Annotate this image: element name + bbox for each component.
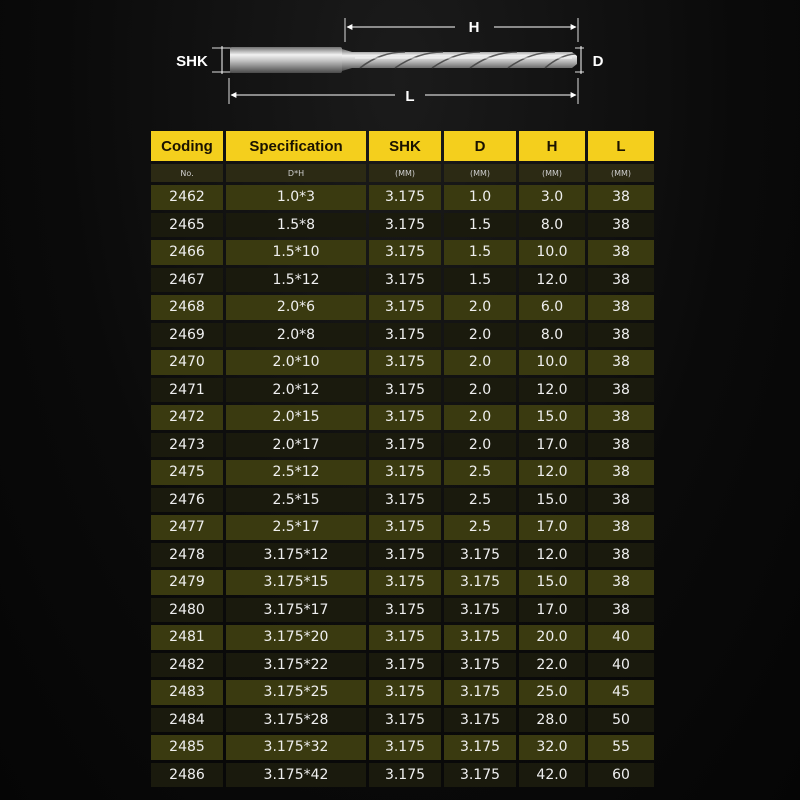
cell-d: 3.175 [444,680,516,705]
table-row [151,488,654,513]
cell-specification: 1.5*10 [226,240,366,265]
cell-h: 12.0 [519,543,585,568]
cell-h: 15.0 [519,488,585,513]
cell-l: 38 [588,405,654,430]
cell-coding: 2483 [151,680,223,705]
cell-shk: 3.175 [369,295,441,320]
cell-specification: 2.5*12 [226,460,366,485]
cell-specification: 3.175*22 [226,653,366,678]
table-row [151,460,654,485]
cell-shk: 3.175 [369,763,441,788]
cell-d: 3.175 [444,598,516,623]
cell-shk: 3.175 [369,625,441,650]
header-specification: Specification [226,131,366,161]
header-h: H [519,131,585,161]
cell-shk: 3.175 [369,543,441,568]
d-dimension [575,46,604,74]
unit-h: (MM) [519,164,585,182]
cell-coding: 2482 [151,653,223,678]
cell-coding: 2486 [151,763,223,788]
cell-h: 8.0 [519,213,585,238]
cell-l: 38 [588,515,654,540]
cell-coding: 2478 [151,543,223,568]
cell-coding: 2472 [151,405,223,430]
cell-d: 2.5 [444,488,516,513]
cell-d: 2.0 [444,295,516,320]
header-l: L [588,131,654,161]
cell-shk: 3.175 [369,460,441,485]
cell-l: 50 [588,708,654,733]
table-row [151,708,654,733]
cell-shk: 3.175 [369,185,441,210]
cell-l: 38 [588,543,654,568]
cell-specification: 2.5*17 [226,515,366,540]
cell-l: 38 [588,295,654,320]
cell-coding: 2468 [151,295,223,320]
specification-table [148,128,657,790]
cell-coding: 2471 [151,378,223,403]
cell-h: 12.0 [519,378,585,403]
cell-h: 12.0 [519,268,585,293]
cell-coding: 2469 [151,323,223,348]
cell-specification: 1.5*8 [226,213,366,238]
cell-specification: 2.0*6 [226,295,366,320]
cell-coding: 2473 [151,433,223,458]
cell-specification: 3.175*32 [226,735,366,760]
h-label: H [468,19,480,36]
table-row [151,185,654,210]
table-row [151,433,654,458]
cell-l: 38 [588,598,654,623]
cell-coding: 2484 [151,708,223,733]
cell-h: 17.0 [519,515,585,540]
cell-l: 38 [588,185,654,210]
cell-l: 38 [588,460,654,485]
cell-h: 17.0 [519,433,585,458]
cell-d: 2.0 [444,323,516,348]
cell-d: 3.175 [444,708,516,733]
cell-h: 28.0 [519,708,585,733]
header-shk: SHK [369,131,441,161]
cell-d: 3.175 [444,625,516,650]
cell-d: 3.175 [444,653,516,678]
cell-specification: 3.175*20 [226,625,366,650]
cell-l: 45 [588,680,654,705]
cell-specification: 2.0*12 [226,378,366,403]
d-label: D [592,53,604,70]
table-row [151,323,654,348]
cell-shk: 3.175 [369,323,441,348]
cell-specification: 3.175*12 [226,543,366,568]
table-row [151,543,654,568]
l-dimension [229,78,578,105]
table-row [151,268,654,293]
table-row [151,240,654,265]
table-row [151,213,654,238]
cell-l: 38 [588,268,654,293]
cell-d: 2.0 [444,433,516,458]
shk-dimension [176,46,232,74]
cell-l: 38 [588,213,654,238]
table-row [151,515,654,540]
cell-shk: 3.175 [369,680,441,705]
cell-coding: 2475 [151,460,223,485]
cell-d: 1.5 [444,213,516,238]
cell-coding: 2466 [151,240,223,265]
table-row [151,295,654,320]
cell-h: 17.0 [519,598,585,623]
cell-d: 1.5 [444,268,516,293]
cell-l: 38 [588,350,654,375]
cell-l: 38 [588,378,654,403]
cell-specification: 1.5*12 [226,268,366,293]
cell-h: 22.0 [519,653,585,678]
table-row [151,735,654,760]
cell-d: 3.175 [444,543,516,568]
cell-coding: 2480 [151,598,223,623]
cell-coding: 2462 [151,185,223,210]
table-row [151,570,654,595]
cell-shk: 3.175 [369,350,441,375]
cell-d: 3.175 [444,763,516,788]
cell-l: 38 [588,570,654,595]
cell-specification: 2.0*15 [226,405,366,430]
cell-l: 38 [588,240,654,265]
table-body [151,185,654,787]
cell-shk: 3.175 [369,268,441,293]
table-row [151,378,654,403]
cell-specification: 3.175*17 [226,598,366,623]
cell-shk: 3.175 [369,213,441,238]
header-d: D [444,131,516,161]
table-row [151,405,654,430]
cell-l: 40 [588,653,654,678]
end-mill-dimension-diagram [0,0,800,125]
cell-shk: 3.175 [369,653,441,678]
cell-coding: 2476 [151,488,223,513]
table-row [151,680,654,705]
cell-l: 40 [588,625,654,650]
cell-d: 2.5 [444,515,516,540]
cell-d: 3.175 [444,735,516,760]
cell-h: 10.0 [519,350,585,375]
cell-coding: 2477 [151,515,223,540]
cell-l: 55 [588,735,654,760]
cell-coding: 2465 [151,213,223,238]
cell-h: 42.0 [519,763,585,788]
cell-l: 38 [588,488,654,513]
cell-specification: 3.175*28 [226,708,366,733]
cell-h: 6.0 [519,295,585,320]
cell-specification: 2.5*15 [226,488,366,513]
cell-h: 3.0 [519,185,585,210]
cell-shk: 3.175 [369,570,441,595]
header-row [151,131,654,161]
cell-shk: 3.175 [369,488,441,513]
table-row [151,625,654,650]
cell-l: 38 [588,323,654,348]
cell-shk: 3.175 [369,378,441,403]
unit-l: (MM) [588,164,654,182]
cell-coding: 2470 [151,350,223,375]
cell-h: 12.0 [519,460,585,485]
cell-coding: 2479 [151,570,223,595]
table-row [151,763,654,788]
cell-shk: 3.175 [369,433,441,458]
cell-d: 2.0 [444,378,516,403]
cell-l: 60 [588,763,654,788]
cell-shk: 3.175 [369,240,441,265]
cell-d: 1.0 [444,185,516,210]
cell-shk: 3.175 [369,405,441,430]
table-row [151,598,654,623]
cell-shk: 3.175 [369,708,441,733]
cell-h: 8.0 [519,323,585,348]
shk-label: SHK [176,53,208,70]
cell-specification: 2.0*8 [226,323,366,348]
cell-d: 2.5 [444,460,516,485]
cell-coding: 2485 [151,735,223,760]
unit-shk: (MM) [369,164,441,182]
cell-shk: 3.175 [369,735,441,760]
h-dimension [345,18,578,42]
cell-h: 25.0 [519,680,585,705]
cell-coding: 2467 [151,268,223,293]
header-coding: Coding [151,131,223,161]
cell-specification: 2.0*10 [226,350,366,375]
cell-specification: 2.0*17 [226,433,366,458]
cell-d: 2.0 [444,405,516,430]
unit-specification: D*H [226,164,366,182]
cell-h: 32.0 [519,735,585,760]
cell-coding: 2481 [151,625,223,650]
cell-h: 20.0 [519,625,585,650]
cell-l: 38 [588,433,654,458]
cell-d: 1.5 [444,240,516,265]
cell-d: 3.175 [444,570,516,595]
unit-d: (MM) [444,164,516,182]
cell-specification: 3.175*15 [226,570,366,595]
end-mill-tool [230,47,577,73]
units-row [151,164,654,182]
cell-h: 15.0 [519,405,585,430]
cell-shk: 3.175 [369,515,441,540]
unit-coding: No. [151,164,223,182]
table-row [151,350,654,375]
cell-d: 2.0 [444,350,516,375]
cell-h: 10.0 [519,240,585,265]
l-label: L [405,88,415,105]
cell-specification: 3.175*42 [226,763,366,788]
cell-specification: 3.175*25 [226,680,366,705]
cell-specification: 1.0*3 [226,185,366,210]
table-row [151,653,654,678]
cell-shk: 3.175 [369,598,441,623]
cell-h: 15.0 [519,570,585,595]
